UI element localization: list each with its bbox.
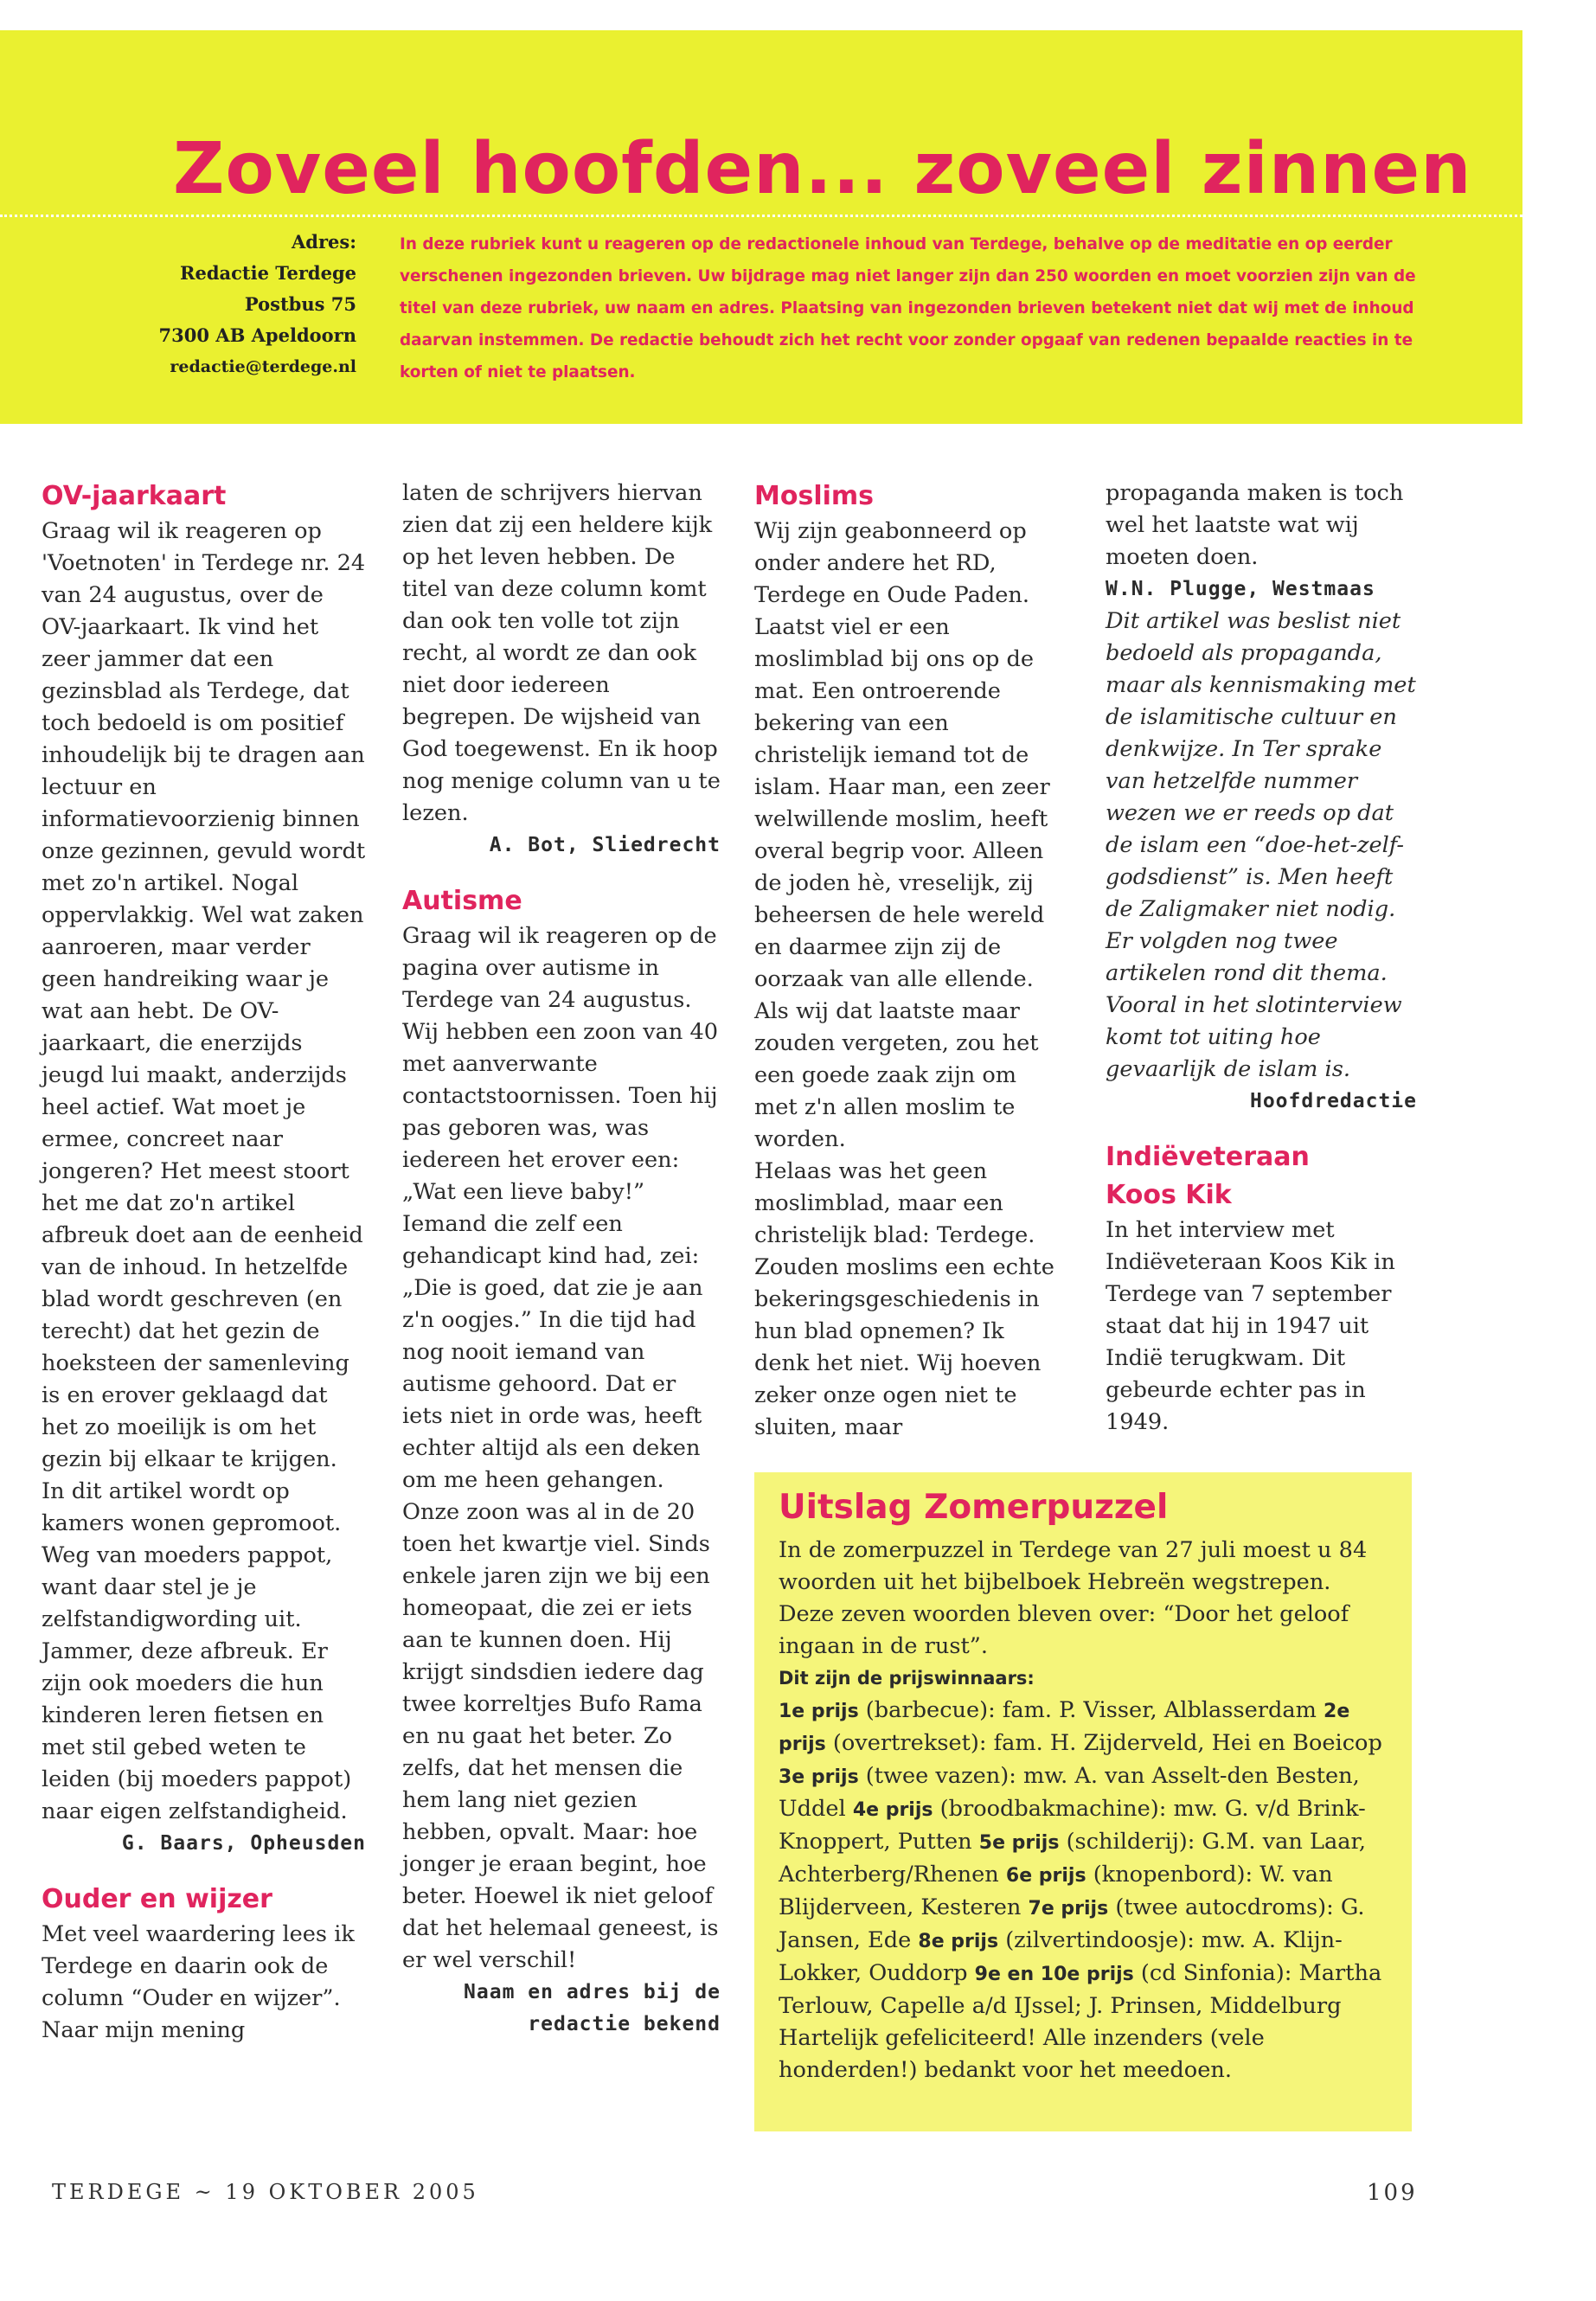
prize-rank: 5e prijs (978, 1832, 1060, 1854)
letter-heading-ouder: Ouder en wijzer (42, 1884, 272, 1914)
puzzle-title: Uitslag Zomerpuzzel (779, 1488, 1169, 1527)
prize-rank: 6e prijs (1005, 1865, 1086, 1887)
prize-text: (schilderij): G.M. van Laar, Achterberg/Rhenen (779, 1829, 1367, 1888)
puzzle-closing: Hartelijk gefeliciteerd! Alle inzenders (vele honderden!) bedankt voor het meedoen. (779, 2025, 1265, 2083)
address-line1: Redactie Terdege (180, 262, 356, 284)
letter-autisme-signature: Naam en adres bij de redactie bekend (464, 1981, 721, 2035)
letter-moslims-signature: W.N. Plugge, Westmaas (1106, 578, 1375, 600)
publication-footer: TERDEGE ~ 19 OKTOBER 2005 (52, 2180, 479, 2204)
prize-text: (zilvertindoosje): mw. A. Klijn-Lokker, Ouddorp (779, 1927, 1343, 1986)
prize-rank: 1e prijs (779, 1701, 859, 1722)
prize-text: (twee vazen): mw. A. van Asselt-den Besten, Uddel (779, 1763, 1360, 1822)
prize-rank: 2e prijs (779, 1701, 1350, 1755)
letter-indie-body: In het interview met Indiëveteraan Koos Kik in Terdege van 7 september staat dat hij in 1947 uit Indië terugkwam. Dit gebeurde echter pas in 1949. (1106, 1217, 1395, 1435)
editor-reply-signature: Hoofdredactie (1249, 1090, 1417, 1112)
prize-text: (knopenbord): W. van Blijderveen, Kesteren (779, 1862, 1333, 1920)
letter-moslims-body-2: Helaas was het geen moslimblad, maar een christelijk blad: Terdege. Zouden moslims een echte bekeringsgeschiedenis in hun blad opnemen? Ik denk het niet. Wij hoeven zeker onze ogen niet te sluiten, maar (754, 1158, 1054, 1440)
prize-list (779, 1695, 1389, 2022)
prize-text: (twee autocdroms): G. Jansen, Ede (779, 1894, 1365, 1953)
prize-rank: 4e prijs (852, 1799, 933, 1821)
letter-ouder-body-cont: laten de schrijvers hiervan zien dat zij een heldere kijk op het leven hebben. De titel van deze column komt dan ook ten volle tot zijn recht, al wordt ze dan ook niet door iedereen begrepen. De wijsheid van God toegewenst. En ik hoop nog menige column van u te lezen. (402, 480, 721, 826)
prize-rank: 3e prijs (779, 1766, 859, 1788)
letter-heading-moslims: Moslims (754, 481, 875, 511)
prize-text: (overtrekset): fam. H. Zijderveld, Hei en Boeicop (825, 1730, 1382, 1756)
letter-heading-autisme: Autisme (402, 886, 522, 916)
intro-text: In deze rubriek kunt u reageren op de redactionele inhoud van Terdege, behalve op de meditatie en op eerder verschenen ingezonden brieven. Uw bijdrage mag niet langer zijn dan 250 woorden en moet voorzien zijn van de titel van deze rubriek, uw naam en adres. Plaatsing van ingezonden brieven betekent niet dat wij met de inhoud daarvan instemmen. De redactie behoudt zich het recht voor zonder opgaaf van redenen bepaalde reacties in te korten of niet te plaatsen. (400, 235, 1416, 381)
title-divider (0, 215, 1522, 217)
prize-rank: 7e prijs (1028, 1898, 1109, 1920)
letter-ov-signature: G. Baars, Opheusden (121, 1832, 366, 1855)
address-label: Adres: (292, 231, 356, 253)
letter-heading-ov: OV-jaarkaart (42, 481, 227, 511)
prize-rank: 8e prijs (918, 1931, 999, 1952)
address-line2: Postbus 75 (244, 293, 356, 315)
page-title: Zoveel hoofden... zoveel zinnen (173, 128, 1472, 210)
letter-heading-indie-1: Indiëveteraan (1106, 1142, 1310, 1172)
address-email[interactable]: redactie@terdege.nl (170, 357, 356, 376)
page-number: 109 (1367, 2180, 1418, 2206)
letter-moslims-body-cont: propaganda maken is toch wel het laatste wat wij moeten doen. (1106, 480, 1404, 570)
winners-label: Dit zijn de prijswinnaars: (779, 1668, 1035, 1689)
address-block (104, 227, 356, 382)
prize-rank: 9e en 10e prijs (974, 1964, 1134, 1985)
letter-moslims-body: Wij zijn geabonneerd op onder andere het RD, Terdege en Oude Paden. Laatst viel er een moslimblad bij ons op de mat. Een ontroerende bekering van een christelijk iemand tot de islam. Haar man, een zeer welwillende moslim, heeft overal begrip voor. Alleen de joden hè, vreselijk, zij beheersen de hele wereld en daarmee zijn zij de oorzaak van alle ellende. Als wij dat laatste maar zouden vergeten, zou het een goede zaak zijn om met z'n allen moslim te worden. (754, 518, 1050, 1152)
prize-text: (broodbakmachine): mw. G. v/d Brink-Knoppert, Putten (779, 1796, 1366, 1855)
column-4 (1106, 478, 1417, 1439)
letter-ov-body: Graag wil ik reageren op 'Voetnoten' in Terdege nr. 24 van 24 augustus, over de OV-jaarkaart. Ik vind het zeer jammer dat een gezinsblad als Terdege, dat toch bedoeld is om positief inhoudelijk bij te dragen aan lectuur en informatievoorzienig binnen onze gezinnen, gevuld wordt met zo'n artikel. Nogal oppervlakkig. Wel wat zaken aanroeren, maar verder geen handreiking waar je wat aan hebt. De OV-jaarkaart, die enerzijds jeugd lui maakt, anderzijds heel actief. Wat moet je ermee, concreet naar jongeren? Het meest stoort het me dat zo'n artikel afbreuk doet aan de eenheid van de inhoud. In hetzelfde blad wordt geschreven (en terecht) dat het gezin de hoeksteen der samenleving is en erover geklaagd dat het zo moeilijk is om het gezin bij elkaar te krijgen. (42, 518, 366, 1472)
letter-heading-indie-2: Koos Kik (1106, 1180, 1232, 1210)
address-line3: 7300 AB Apeldoorn (158, 324, 356, 346)
letter-ouder-body: Met veel waardering lees ik Terdege en daarin ook de column “Ouder en wijzer”. Naar mijn mening (42, 1921, 355, 2043)
column-3 (754, 478, 1061, 1444)
puzzle-intro: In de zomerpuzzel in Terdege van 27 juli moest u 84 woorden uit het bijbelboek Hebreën wegstrepen. Deze zeven woorden bleven over: “Door het geloof ingaan in de rust”. (779, 1537, 1368, 1659)
column-1 (42, 478, 366, 2047)
editor-reply: Dit artikel was beslist niet bedoeld als propaganda, maar als kennismaking met de islamitische cultuur en denkwijze. In Ter sprake van hetzelfde nummer wezen we er reeds op dat de islam een “doe-het-zelf-godsdienst” is. Men heeft de Zaligmaker niet nodig. Er volgden nog twee artikelen rond dit thema. Vooral in het slotinterview komt tot uiting hoe gevaarlijk de islam is. (1106, 608, 1416, 1082)
column-2 (402, 478, 721, 2041)
letter-ov-body-2: In dit artikel wordt op kamers wonen gepromoot. Weg van moeders pappot, want daar stel je je zelfstandigwording uit. Jammer, deze afbreuk. Er zijn ook moeders die hun kinderen leren fietsen en met stil gebed weten te leiden (bij moeders pappot) naar eigen zelfstandigheid. (42, 1478, 352, 1824)
puzzle-result-box (754, 1472, 1412, 2131)
prize-text: (cd Sinfonia): Martha Terlouw, Capelle a/d IJssel; J. Prinsen, Middelburg (779, 1960, 1382, 2019)
letter-ouder-signature: A. Bot, Sliedrecht (489, 834, 721, 856)
prize-text: (barbecue): fam. P. Visser, Alblasserdam (858, 1697, 1324, 1723)
letter-autisme-body: Graag wil ik reageren op de pagina over autisme in Terdege van 24 augustus. Wij hebben een zoon van 40 met aanverwante contactstoornissen. Toen hij pas geboren was, was iedereen het erover een: „Wat een lieve baby!” Iemand die zelf een gehandicapt kind had, zei: „Die is goed, dat zie je aan z'n oogjes.” In die tijd had nog nooit iemand van autisme gehoord. Dat er iets niet in orde was, heeft echter altijd als een deken om me heen gehangen. Onze zoon was al in de 20 toen het kwartje viel. Sinds enkele jaren zijn we bij een homeopaat, die zei er iets aan te kunnen doen. Hij krijgt sindsdien iedere dag twee korreltjes Bufo Rama en nu gaat het beter. Zo zelfs, dat het mensen die hem lang niet gezien hebben, opvalt. Maar: hoe jonger je eraan begint, hoe beter. Hoewel ik niet geloof dat het helemaal geneest, is er wel verschil! (402, 923, 719, 1973)
